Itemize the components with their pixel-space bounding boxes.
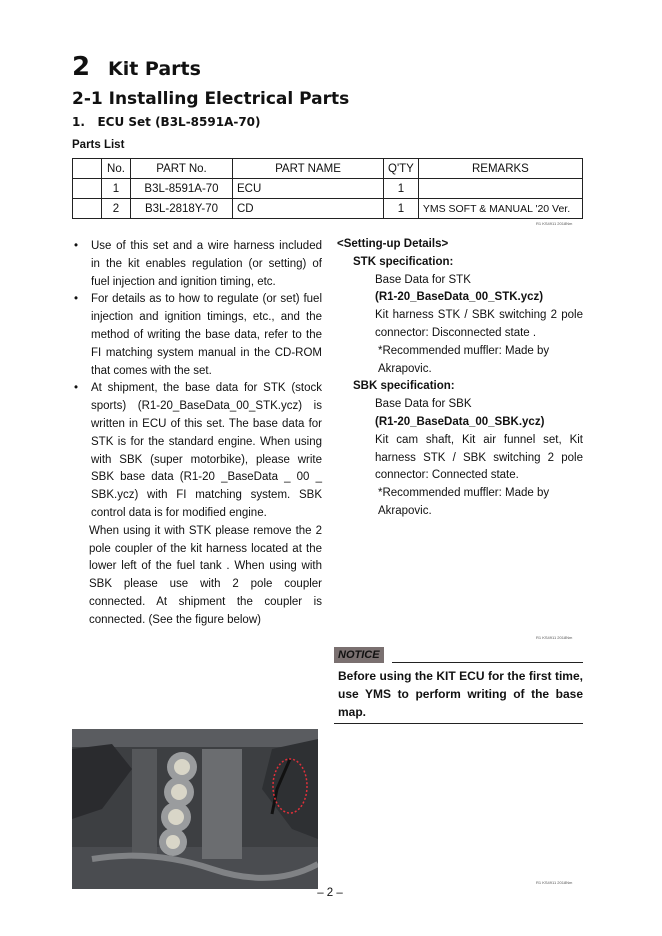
left-column bbox=[72, 238, 322, 630]
stk-base-data-label: Base Data for STK bbox=[375, 273, 471, 286]
table-row bbox=[73, 179, 583, 199]
right-column-code: R1 KS4911 2018Nm bbox=[536, 635, 573, 640]
notice-divider-bottom bbox=[334, 723, 583, 724]
coupler-paragraph: When using it with STK please remove the 2 pole coupler of the kit harness located at the lower left of the fuel tank . When using with SBK please use with 2 pole coupler connected. At shipment the coupler is connected. (See the figure below) bbox=[89, 524, 322, 626]
cell-remarks: YMS SOFT & MANUAL '20 Ver. bbox=[418, 199, 582, 219]
sbk-muffler: *Recommended muffler: Made by Akrapovic. bbox=[378, 487, 550, 517]
subsection-title: 1. ECU Set (B3L-8591A-70) bbox=[72, 115, 261, 129]
notice-text: Before using the KIT ECU for the first time, use YMS to perform writing of the base map. bbox=[338, 669, 583, 719]
bullet-list bbox=[72, 238, 322, 523]
section-title: 2-1 Installing Electrical Parts bbox=[72, 89, 350, 109]
stk-label: STK specification: bbox=[353, 255, 454, 268]
parts-list-label: Parts List bbox=[72, 139, 125, 151]
right-column bbox=[337, 236, 583, 521]
cell-no: 1 bbox=[102, 179, 131, 199]
bullet-item: • Use of this set and a wire harness included in the kit enables regulation (or setting) of fuel injection and ignition timing, etc. bbox=[72, 238, 322, 291]
column-header: REMARKS bbox=[418, 159, 582, 179]
table-code: R1 KS4911 2018Nm bbox=[536, 221, 573, 226]
stk-file: (R1-20_BaseData_00_STK.ycz) bbox=[375, 291, 544, 304]
cell-remarks bbox=[418, 179, 582, 199]
column-header: PART NAME bbox=[233, 159, 384, 179]
notice-tag: NOTICE bbox=[334, 647, 384, 663]
notice-divider-top bbox=[392, 662, 583, 663]
sbk-desc: Kit cam shaft, Kit air funnel set, Kit harness STK / SBK switching 2 pole connector: Connected state. bbox=[375, 433, 583, 482]
sbk-file: (R1-20_BaseData_00_SBK.ycz) bbox=[375, 415, 545, 428]
bullet-item: • For details as to how to regulate (or set) fuel injection and ignition timings, etc., and the method of writing the base data, refer to the FI matching system manual in the CD-ROM that comes with the set. bbox=[72, 291, 322, 380]
sbk-base-data-label: Base Data for SBK bbox=[375, 398, 472, 411]
footer-code: R1 KS4911 2018Nm bbox=[536, 880, 573, 885]
cell-qty: 1 bbox=[384, 199, 419, 219]
table-spacer-cell bbox=[73, 199, 102, 219]
cell-part-no: B3L-8591A-70 bbox=[131, 179, 233, 199]
bullet-item: • At shipment, the base data for STK (stock sports) (R1-20_BaseData_00_STK.ycz) is written in ECU of this set. The base data for STK is for the standard engine. When using with SBK (super motorbike), please write SBK base data (R1-20 _BaseData _ 00 _ SBK.ycz) with FI matching system. SBK control data is for modified engine. bbox=[72, 380, 322, 522]
cell-qty: 1 bbox=[384, 179, 419, 199]
table-header-row bbox=[73, 159, 583, 179]
chapter-number: 2 bbox=[72, 52, 91, 82]
column-header: Q'TY bbox=[384, 159, 419, 179]
column-header: No. bbox=[102, 159, 131, 179]
cell-part-name: CD bbox=[233, 199, 384, 219]
table-row bbox=[73, 199, 583, 219]
cell-no: 2 bbox=[102, 199, 131, 219]
table-spacer-cell bbox=[73, 159, 102, 179]
column-header: PART No. bbox=[131, 159, 233, 179]
parts-table bbox=[72, 158, 583, 219]
page-number: – 2 – bbox=[317, 887, 343, 899]
table-spacer-cell bbox=[73, 179, 102, 199]
chapter-title: Kit Parts bbox=[108, 58, 201, 80]
stk-desc: Kit harness STK / SBK switching 2 pole connector: Disconnected state . bbox=[375, 309, 583, 339]
engine-photo bbox=[72, 729, 318, 889]
stk-muffler: *Recommended muffler: Made by Akrapovic. bbox=[378, 344, 550, 375]
cell-part-name: ECU bbox=[233, 179, 384, 199]
setting-heading: <Setting-up Details> bbox=[337, 238, 449, 250]
cell-part-no: B3L-2818Y-70 bbox=[131, 199, 233, 219]
sbk-label: SBK specification: bbox=[353, 380, 455, 393]
